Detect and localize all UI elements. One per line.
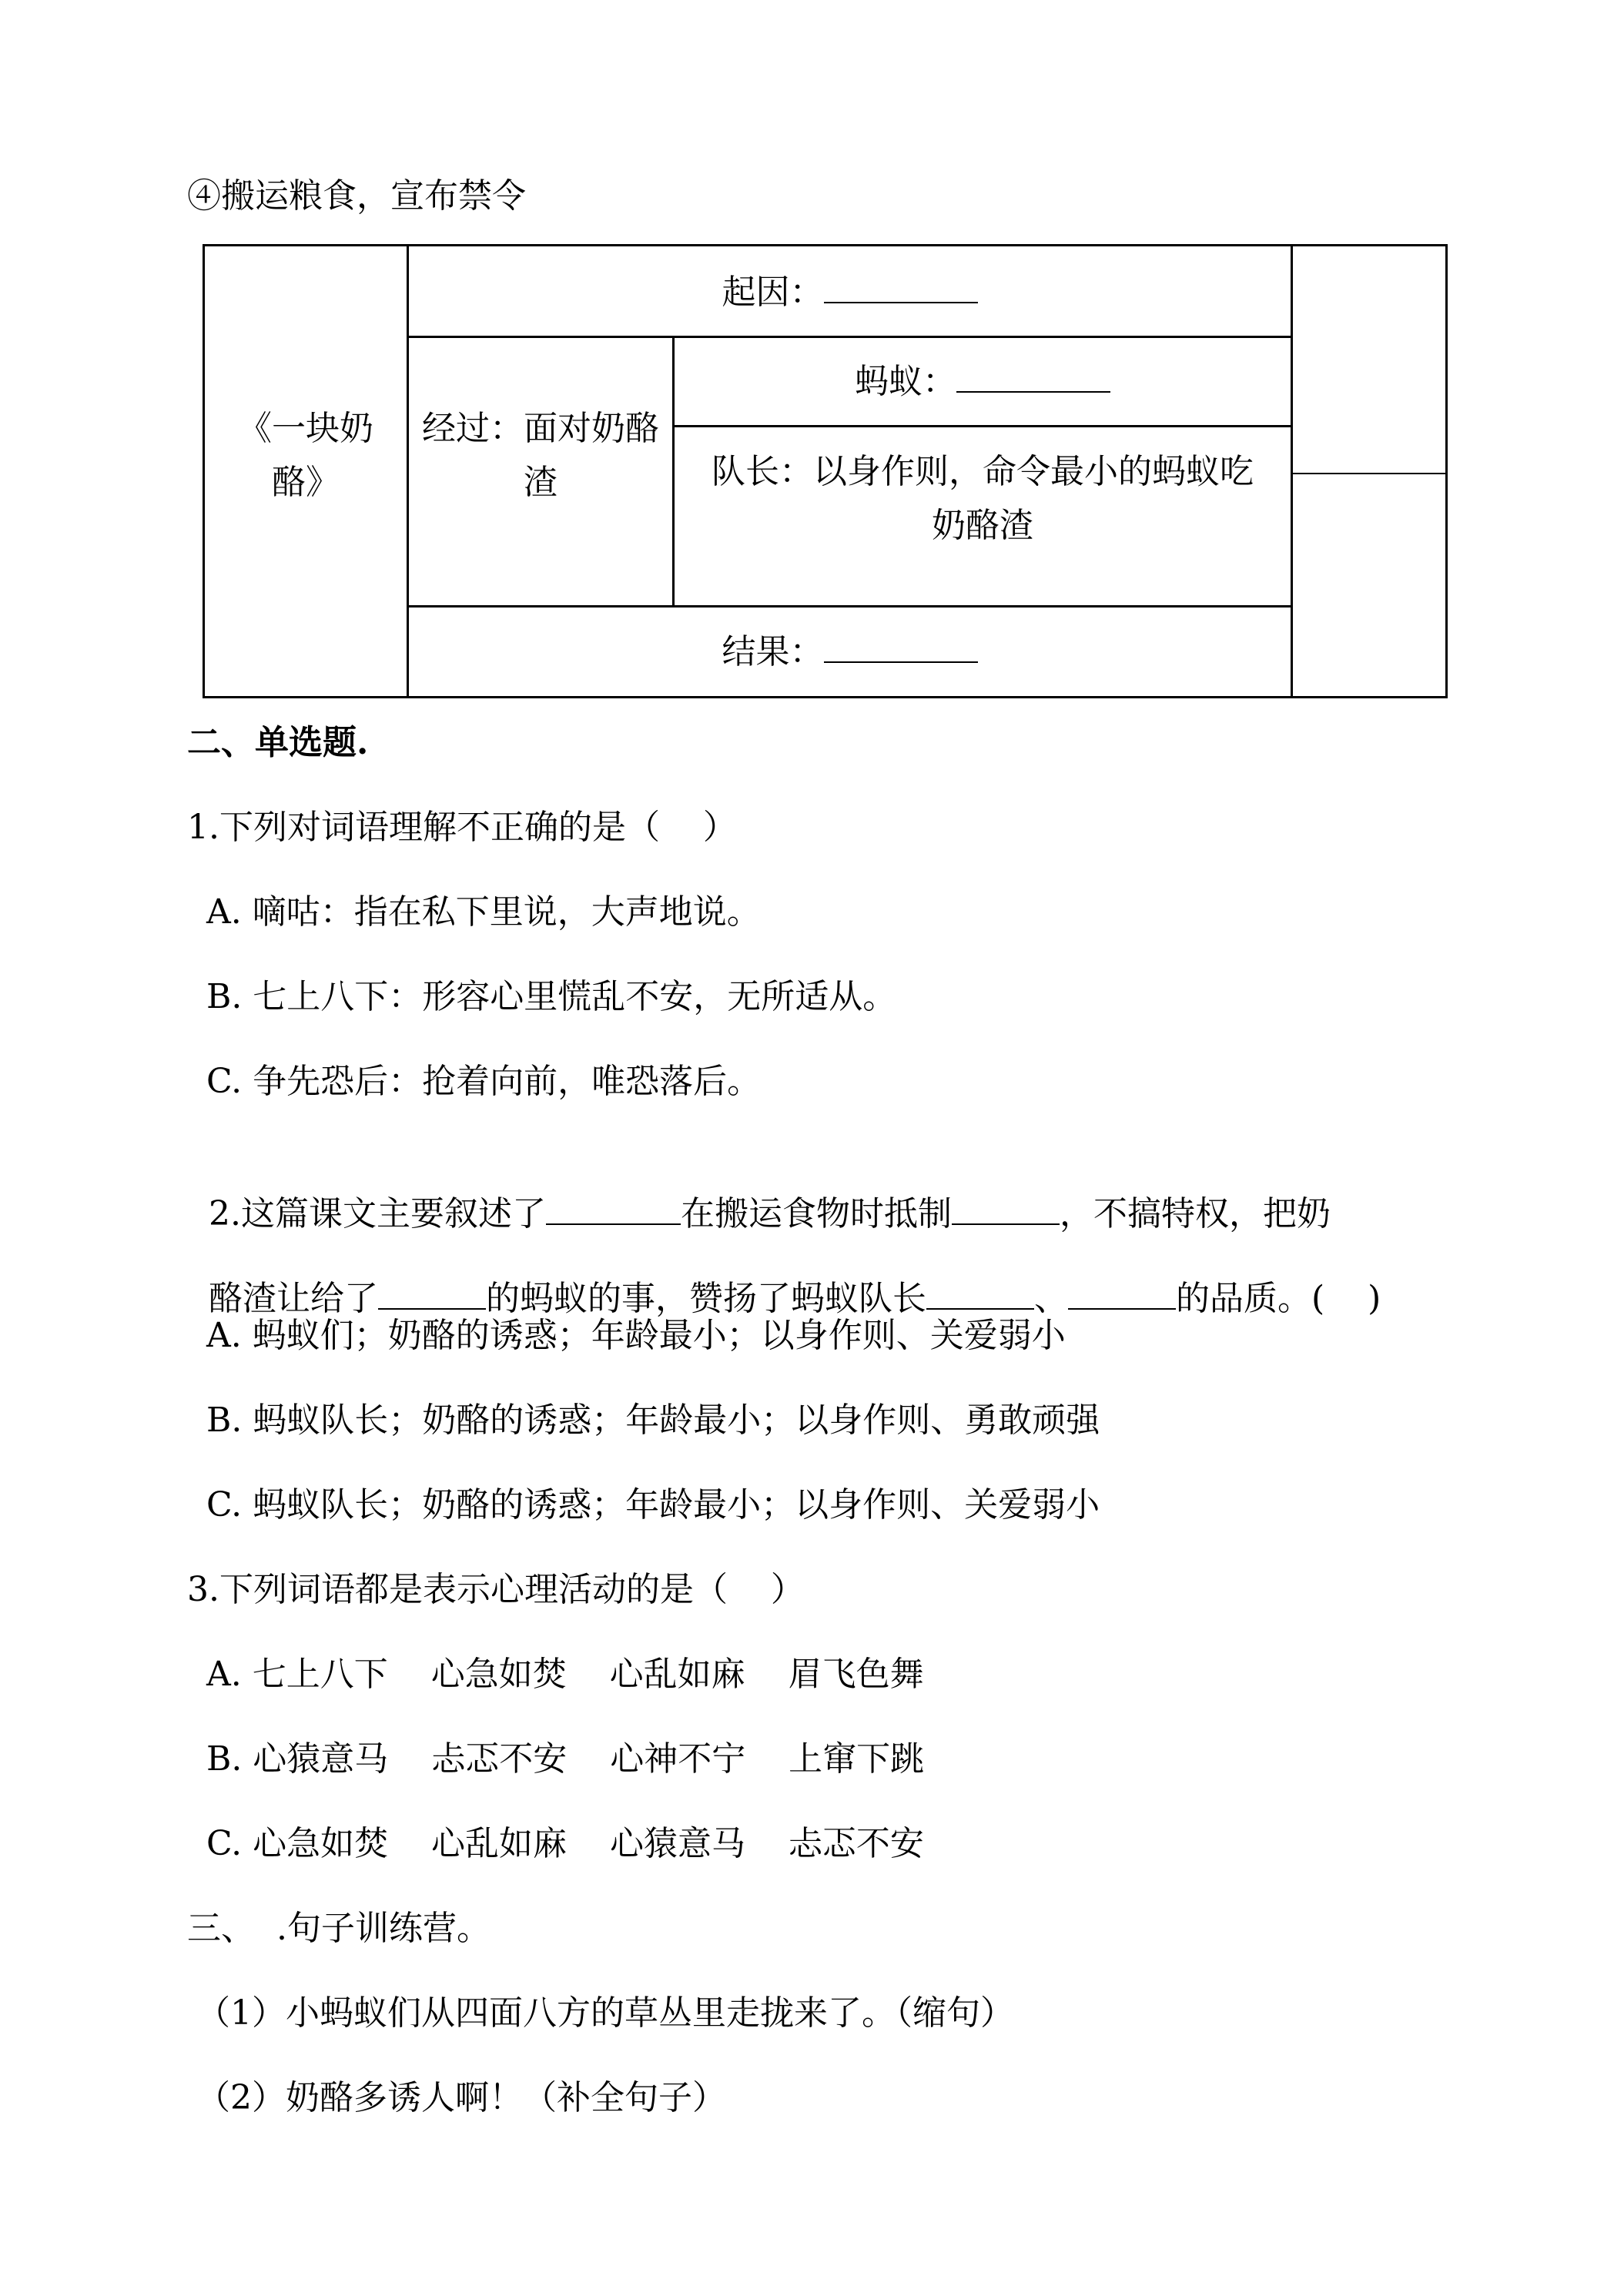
captain-line1: 队长：以身作则，命令最小的蚂蚁吃 <box>712 452 1254 491</box>
question-2-option-c[interactable]: C. 蚂蚁队长；奶酪的诱惑；年龄最小；以身作则、关爱弱小 <box>206 1485 1100 1525</box>
sentence-task-2: （2）奶酪多诱人啊！（补全句子） <box>196 2078 726 2117</box>
question-3-option-b[interactable]: B. 心猿意马 忐忑不安 心神不宁 上窜下跳 <box>206 1739 925 1779</box>
process-line1: 经过：面对奶酪 <box>422 409 659 448</box>
question-1-option-b[interactable]: B. 七上八下：形容心里慌乱不安，无所适从。 <box>206 977 897 1016</box>
table-divider <box>672 425 1292 427</box>
story-title-cell <box>205 407 407 505</box>
sentence-task-1: （1）小蚂蚁们从四面八方的草丛里走拢来了。（缩句） <box>196 1993 1014 2033</box>
process-line2: 渣 <box>524 463 558 502</box>
result-cell <box>409 628 1291 674</box>
cause-label: 起因： <box>722 273 824 312</box>
q2-blank-5[interactable] <box>1068 1274 1176 1310</box>
question-2-stem-line1 <box>187 1143 1331 1237</box>
table-divider <box>407 605 1292 607</box>
q2-text-4: 酪渣让给了 <box>208 1279 378 1318</box>
question-3-stem: 3.下列词语都是表示心理活动的是（ ） <box>187 1570 805 1609</box>
q2-blank-1[interactable] <box>546 1190 681 1225</box>
intro-item: ④搬运粮食，宣布禁令 <box>187 176 526 216</box>
question-2-option-b[interactable]: B. 蚂蚁队长；奶酪的诱惑；年龄最小；以身作则、勇敢顽强 <box>206 1401 1100 1440</box>
result-label: 结果： <box>722 632 824 671</box>
section-2-title: 二、单选题. <box>187 723 369 762</box>
q2-text-7: 的品质。( ) <box>1175 1279 1381 1318</box>
process-cell <box>409 407 672 505</box>
ants-label: 蚂蚁： <box>855 362 956 401</box>
q2-text-3: ，不搞特权，把奶 <box>1059 1194 1331 1233</box>
q2-blank-2[interactable] <box>952 1190 1060 1225</box>
q2-text-1: 2.这篇课文主要叙述了 <box>208 1194 546 1233</box>
table-divider <box>407 336 1292 338</box>
q2-text-6: 、 <box>1033 1279 1068 1318</box>
q2-text-5: 的蚂蚁的事，赞扬了蚂蚁队长 <box>485 1279 926 1318</box>
captain-line2: 奶酪渣 <box>932 506 1033 545</box>
question-2-option-a[interactable]: A. 蚂蚁们；奶酪的诱惑；年龄最小；以身作则、关爱弱小 <box>206 1316 1066 1355</box>
question-3-option-c[interactable]: C. 心急如焚 心乱如麻 心猿意马 忐忑不安 <box>206 1824 924 1863</box>
ants-cell <box>675 357 1291 404</box>
question-3-option-a[interactable]: A. 七上八下 心急如焚 心乱如麻 眉飞色舞 <box>206 1655 924 1694</box>
question-2-stem-line2 <box>187 1228 1381 1322</box>
cause-cell <box>409 268 1291 315</box>
story-title-line1: 《一块奶 <box>238 409 373 448</box>
q2-blank-3[interactable] <box>378 1274 486 1310</box>
cause-answer-blank[interactable] <box>824 268 978 303</box>
question-1-option-a[interactable]: A. 嘀咕：指在私下里说，大声地说。 <box>206 892 761 932</box>
captain-cell <box>675 450 1291 548</box>
q2-blank-4[interactable] <box>926 1274 1034 1310</box>
question-1-option-c[interactable]: C. 争先恐后：抢着向前，唯恐落后。 <box>206 1062 762 1101</box>
question-1-stem: 1.下列对词语理解不正确的是（ ） <box>187 808 737 847</box>
summary-answer-blank[interactable] <box>1293 470 1445 474</box>
story-structure-table <box>203 244 1448 698</box>
story-title-line2: 酪》 <box>272 463 340 502</box>
section-3-title: 三、 .句子训练营。 <box>187 1909 491 1948</box>
q2-text-2: 在搬运食物时抵制 <box>680 1194 952 1233</box>
ants-answer-blank[interactable] <box>956 357 1110 393</box>
result-answer-blank[interactable] <box>824 628 978 663</box>
